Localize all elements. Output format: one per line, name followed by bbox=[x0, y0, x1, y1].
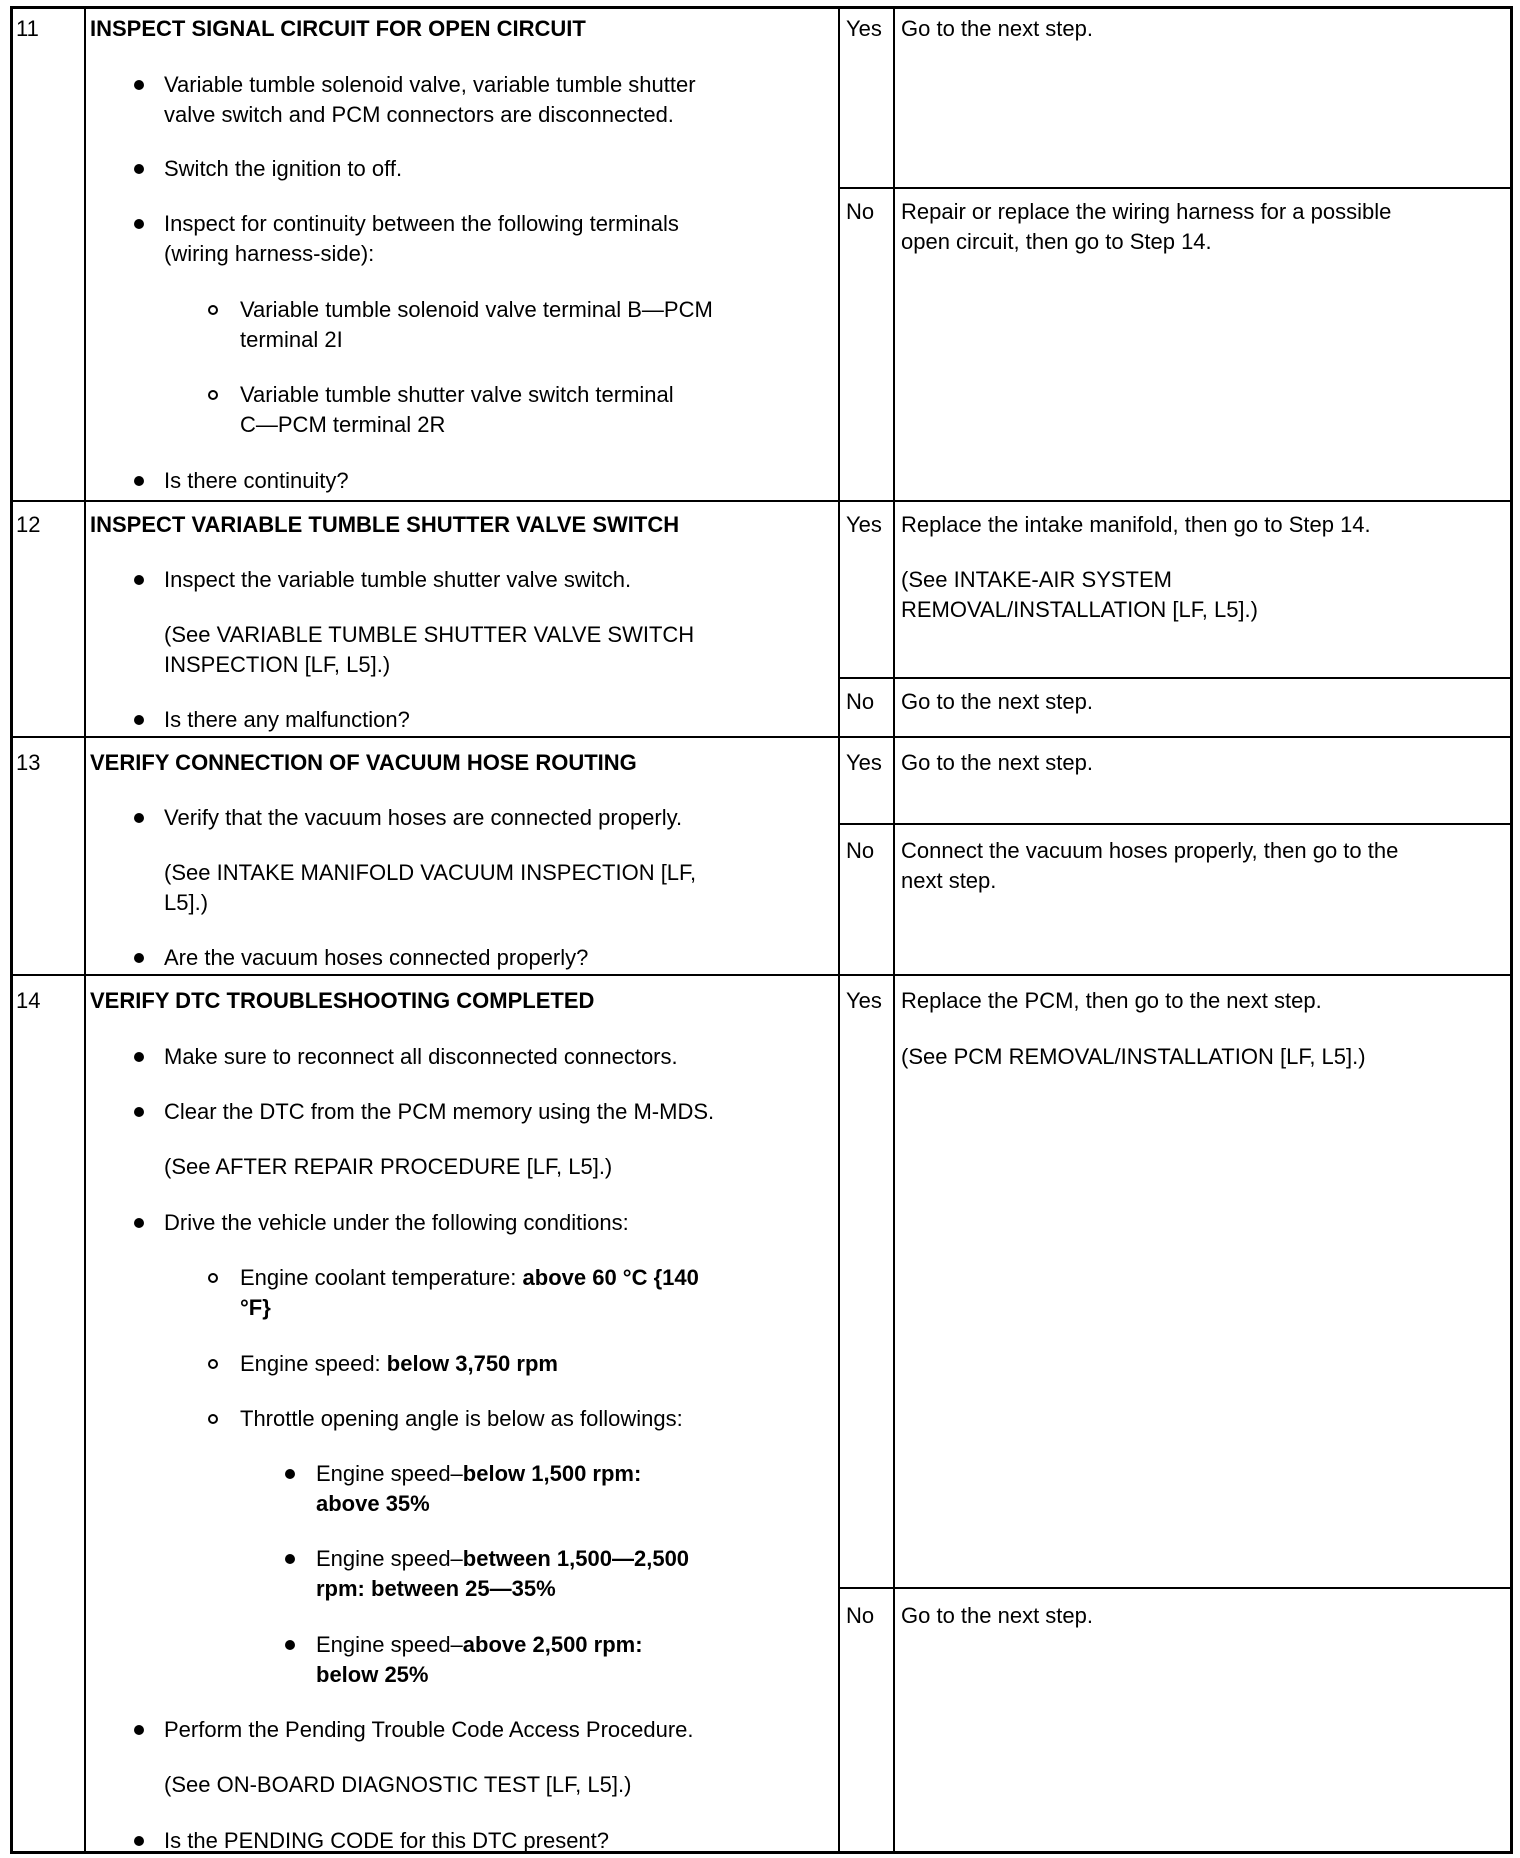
step-question: Are the vacuum hoses connected properly? bbox=[164, 945, 589, 970]
bullet-icon bbox=[134, 1218, 144, 1228]
step-instruction: Variable tumble solenoid valve, variable tumble shutter bbox=[164, 72, 696, 97]
condition-label: Engine speed: bbox=[240, 1351, 387, 1376]
step-title: INSPECT VARIABLE TUMBLE SHUTTER VALVE SWITCH bbox=[90, 512, 680, 537]
yes-label: Yes bbox=[846, 988, 882, 1013]
step-instruction: Drive the vehicle under the following conditions: bbox=[164, 1210, 629, 1235]
bullet-icon bbox=[285, 1640, 295, 1650]
step-number: 11 bbox=[16, 16, 39, 41]
no-label: No bbox=[846, 1603, 875, 1628]
condition-value: above 2,500 rpm: bbox=[462, 1632, 643, 1657]
no-label: No bbox=[846, 838, 875, 863]
bullet-icon bbox=[134, 813, 144, 823]
reference-link: (See PCM REMOVAL/INSTALLATION [LF, L5].) bbox=[901, 1044, 1366, 1069]
no-action: Go to the next step. bbox=[901, 689, 1094, 714]
yes-label: Yes bbox=[846, 750, 882, 775]
step-instruction: Make sure to reconnect all disconnected connectors. bbox=[164, 1044, 678, 1069]
yes-label: Yes bbox=[846, 16, 882, 41]
sub-instruction-cont: terminal 2I bbox=[240, 327, 343, 352]
bullet-icon bbox=[134, 953, 144, 963]
row-separator-13-14 bbox=[10, 974, 1513, 976]
table-border-top bbox=[10, 6, 1513, 9]
condition-throttle: Throttle opening angle is below as followings: bbox=[240, 1406, 683, 1431]
sub-bullet-icon bbox=[208, 390, 218, 400]
bullet-icon bbox=[134, 575, 144, 585]
yes-no-separator-11 bbox=[838, 187, 1513, 189]
condition-coolant bbox=[240, 1263, 699, 1293]
step-instruction: Clear the DTC from the PCM memory using the M-MDS. bbox=[164, 1099, 715, 1124]
bullet-icon bbox=[285, 1554, 295, 1564]
yes-action: Go to the next step. bbox=[901, 16, 1094, 41]
bullet-icon bbox=[134, 219, 144, 229]
condition-label: Engine speed– bbox=[316, 1461, 463, 1486]
yes-action: Replace the intake manifold, then go to Step 14. bbox=[901, 512, 1371, 537]
step-number: 13 bbox=[16, 750, 41, 775]
reference-link-cont: L5].) bbox=[164, 890, 209, 915]
bullet-icon bbox=[134, 715, 144, 725]
reference-link-cont: INSPECTION [LF, L5].) bbox=[164, 652, 391, 677]
table-border-right bbox=[1510, 6, 1513, 1854]
yes-action: Replace the PCM, then go to the next step. bbox=[901, 988, 1322, 1013]
no-label: No bbox=[846, 689, 875, 714]
bullet-icon bbox=[134, 80, 144, 90]
sub-bullet-icon bbox=[208, 305, 218, 315]
table-border-left bbox=[10, 6, 13, 1854]
no-action-cont: open circuit, then go to Step 14. bbox=[901, 229, 1212, 254]
condition-value-cont: °F} bbox=[240, 1295, 271, 1320]
step-instruction: Switch the ignition to off. bbox=[164, 156, 403, 181]
reference-link: (See ON-BOARD DIAGNOSTIC TEST [LF, L5].) bbox=[164, 1772, 632, 1797]
step-number: 14 bbox=[16, 988, 41, 1013]
bullet-icon bbox=[134, 1725, 144, 1735]
yes-no-separator-14 bbox=[838, 1587, 1513, 1589]
bullet-icon bbox=[134, 1836, 144, 1846]
column-divider-answer bbox=[893, 6, 895, 1854]
condition-value: between 1,500—2,500 bbox=[462, 1546, 690, 1571]
yes-no-separator-12 bbox=[838, 677, 1513, 679]
reference-link: (See INTAKE-AIR SYSTEM bbox=[901, 567, 1172, 592]
step-instruction: Verify that the vacuum hoses are connected properly. bbox=[164, 805, 683, 830]
condition-label: Engine coolant temperature: bbox=[240, 1265, 523, 1290]
step-instruction: Inspect the variable tumble shutter valve switch. bbox=[164, 567, 632, 592]
row-separator-11-12 bbox=[10, 500, 1513, 502]
bullet-icon bbox=[134, 164, 144, 174]
step-title: VERIFY CONNECTION OF VACUUM HOSE ROUTING bbox=[90, 750, 637, 775]
condition-value-cont: above 35% bbox=[316, 1491, 430, 1516]
yes-no-separator-13 bbox=[838, 823, 1513, 825]
step-number: 12 bbox=[16, 512, 41, 537]
step-instruction-cont: (wiring harness-side): bbox=[164, 241, 375, 266]
row-separator-12-13 bbox=[10, 736, 1513, 738]
step-instruction: Perform the Pending Trouble Code Access Procedure. bbox=[164, 1717, 694, 1742]
no-action: Connect the vacuum hoses properly, then go to the bbox=[901, 838, 1399, 863]
no-action: Go to the next step. bbox=[901, 1603, 1094, 1628]
yes-action: Go to the next step. bbox=[901, 750, 1094, 775]
step-title: VERIFY DTC TROUBLESHOOTING COMPLETED bbox=[90, 988, 595, 1013]
sub-instruction: Variable tumble solenoid valve terminal B—PCM bbox=[240, 297, 713, 322]
condition-value: below 3,750 rpm bbox=[386, 1351, 558, 1376]
no-label: No bbox=[846, 199, 875, 224]
condition-value: below 1,500 rpm: bbox=[462, 1461, 642, 1486]
step-question: Is there continuity? bbox=[164, 468, 349, 493]
throttle-condition bbox=[316, 1544, 689, 1574]
step-instruction-cont: valve switch and PCM connectors are disconnected. bbox=[164, 102, 674, 127]
reference-link: (See AFTER REPAIR PROCEDURE [LF, L5].) bbox=[164, 1154, 613, 1179]
step-question: Is the PENDING CODE for this DTC present? bbox=[164, 1828, 610, 1853]
step-question: Is there any malfunction? bbox=[164, 707, 410, 732]
step-instruction: Inspect for continuity between the following terminals bbox=[164, 211, 679, 236]
no-action-cont: next step. bbox=[901, 868, 997, 893]
throttle-condition bbox=[316, 1630, 643, 1660]
sub-bullet-icon bbox=[208, 1273, 218, 1283]
throttle-condition bbox=[316, 1459, 641, 1489]
yes-label: Yes bbox=[846, 512, 882, 537]
bullet-icon bbox=[285, 1469, 295, 1479]
condition-value-cont: below 25% bbox=[316, 1662, 429, 1687]
reference-link: (See INTAKE MANIFOLD VACUUM INSPECTION [LF, bbox=[164, 860, 697, 885]
sub-bullet-icon bbox=[208, 1359, 218, 1369]
reference-link: (See VARIABLE TUMBLE SHUTTER VALVE SWITCH bbox=[164, 622, 695, 647]
sub-instruction: Variable tumble shutter valve switch terminal bbox=[240, 382, 674, 407]
column-divider-step bbox=[84, 6, 86, 1854]
step-title: INSPECT SIGNAL CIRCUIT FOR OPEN CIRCUIT bbox=[90, 16, 586, 41]
bullet-icon bbox=[134, 1107, 144, 1117]
condition-value: above 60 °C {140 bbox=[522, 1265, 699, 1290]
condition-label: Engine speed– bbox=[316, 1632, 463, 1657]
sub-instruction-cont: C—PCM terminal 2R bbox=[240, 412, 446, 437]
no-action: Repair or replace the wiring harness for a possible bbox=[901, 199, 1392, 224]
bullet-icon bbox=[134, 1052, 144, 1062]
condition-value-cont: rpm: between 25—35% bbox=[316, 1576, 556, 1601]
sub-bullet-icon bbox=[208, 1414, 218, 1424]
column-divider-action bbox=[838, 6, 840, 1854]
reference-link-cont: REMOVAL/INSTALLATION [LF, L5].) bbox=[901, 597, 1258, 622]
condition-label: Engine speed– bbox=[316, 1546, 463, 1571]
condition-engine-speed bbox=[240, 1349, 558, 1379]
bullet-icon bbox=[134, 476, 144, 486]
